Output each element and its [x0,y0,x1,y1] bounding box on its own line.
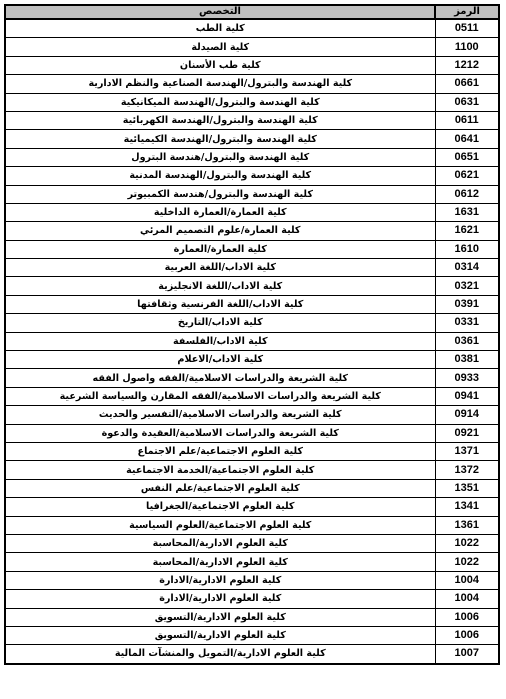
specialization-cell: كلية الاداب/اللغة الفرنسية وثقافتها [5,295,435,313]
code-cell: 1100 [435,38,499,56]
table-row [5,295,499,313]
code-cell: 0391 [435,295,499,313]
code-cell: 1022 [435,534,499,552]
code-cell: 0941 [435,387,499,405]
specialization-cell: كلية العلوم الاجتماعية/الجغرافيا [5,498,435,516]
specialization-cell: كلية الطب [5,19,435,38]
code-cell: 0611 [435,111,499,129]
specialization-cell: كلية الاداب/الفلسفة [5,332,435,350]
specialization-cell: كلية الصيدلة [5,38,435,56]
code-cell: 1004 [435,571,499,589]
code-cell: 0314 [435,259,499,277]
specialization-cell: كلية العلوم الاجتماعية/علم الاجتماع [5,442,435,460]
code-cell: 1007 [435,645,499,664]
code-cell: 0641 [435,130,499,148]
specializations-table [4,4,500,665]
table-row [5,387,499,405]
code-column-header: الرمز [435,5,499,19]
specialization-cell: كلية العلوم الادارية/الادارة [5,571,435,589]
table-row [5,406,499,424]
table-row [5,111,499,129]
specialization-cell: كلية العلوم الاجتماعية/العلوم السياسية [5,516,435,534]
table-row [5,461,499,479]
table-row [5,590,499,608]
specialization-column-header: التخصص [5,5,435,19]
specialization-cell: كلية الهندسة والبترول/الهندسة الصناعية والنظم الادارية [5,75,435,93]
table-row [5,93,499,111]
specialization-cell: كلية الهندسة والبترول/هندسة البترول [5,148,435,166]
table-row [5,534,499,552]
specialization-cell: كلية الشريعة والدراسات الاسلامية/الفقه المقارن والسياسة الشرعية [5,387,435,405]
code-cell: 0381 [435,351,499,369]
specialization-cell: كلية العمارة/العمارة [5,240,435,258]
code-cell: 1610 [435,240,499,258]
code-cell: 1006 [435,608,499,626]
code-cell: 1212 [435,56,499,74]
table-row [5,277,499,295]
specialization-cell: كلية الهندسة والبترول/الهندسة الكهربائية [5,111,435,129]
table-row [5,571,499,589]
specialization-cell: كلية الاداب/الاعلام [5,351,435,369]
specialization-cell: كلية العمارة/علوم التصميم المرئي [5,222,435,240]
specialization-cell: كلية الشريعة والدراسات الاسلامية/التفسير والحديث [5,406,435,424]
specialization-cell: كلية العلوم الادارية/المحاسبة [5,553,435,571]
code-cell: 1372 [435,461,499,479]
specialization-cell: كلية العلوم الاجتماعية/الخدمة الاجتماعية [5,461,435,479]
table-row [5,516,499,534]
table-row [5,130,499,148]
specialization-cell: كلية العمارة/العمارة الداخلية [5,203,435,221]
table-row [5,479,499,497]
table-row [5,38,499,56]
code-cell: 1006 [435,626,499,644]
code-cell: 1004 [435,590,499,608]
table-row [5,369,499,387]
code-cell: 1371 [435,442,499,460]
specialization-cell: كلية الهندسة والبترول/هندسة الكمبيوتر [5,185,435,203]
table-row [5,56,499,74]
table-row [5,498,499,516]
specialization-cell: كلية العلوم الادارية/التمويل والمنشآت المالية [5,645,435,664]
specialization-cell: كلية الشريعة والدراسات الاسلامية/العقيدة والدعوة [5,424,435,442]
specializations-sheet [4,4,498,665]
table-row [5,424,499,442]
specialization-cell: كلية الهندسة والبترول/الهندسة الميكانيكية [5,93,435,111]
code-cell: 0321 [435,277,499,295]
specialization-cell: كلية الاداب/التاريخ [5,314,435,332]
table-body [5,19,499,664]
table-row [5,314,499,332]
table-row [5,351,499,369]
specialization-cell: كلية العلوم الادارية/التسويق [5,626,435,644]
table-row [5,19,499,38]
table-row [5,645,499,664]
code-cell: 0331 [435,314,499,332]
specialization-cell: كلية طب الأسنان [5,56,435,74]
code-cell: 1341 [435,498,499,516]
table-header-row [5,5,499,19]
code-cell: 0651 [435,148,499,166]
code-cell: 0914 [435,406,499,424]
code-cell: 0361 [435,332,499,350]
table-row [5,185,499,203]
table-row [5,608,499,626]
code-cell: 0511 [435,19,499,38]
code-cell: 0933 [435,369,499,387]
specialization-cell: كلية العلوم الادارية/المحاسبة [5,534,435,552]
table-row [5,626,499,644]
code-cell: 1022 [435,553,499,571]
specialization-cell: كلية الشريعة والدراسات الاسلامية/الفقه واصول الفقه [5,369,435,387]
specialization-cell: كلية الاداب/اللغة العربية [5,259,435,277]
table-row [5,222,499,240]
specialization-cell: كلية العلوم الاجتماعية/علم النفس [5,479,435,497]
code-cell: 0631 [435,93,499,111]
code-cell: 1631 [435,203,499,221]
table-row [5,553,499,571]
specialization-cell: كلية الهندسة والبترول/الهندسة المدنية [5,167,435,185]
code-cell: 1621 [435,222,499,240]
table-row [5,167,499,185]
code-cell: 0621 [435,167,499,185]
code-cell: 1351 [435,479,499,497]
specialization-cell: كلية العلوم الادارية/التسويق [5,608,435,626]
table-row [5,75,499,93]
code-cell: 0661 [435,75,499,93]
table-row [5,259,499,277]
table-row [5,240,499,258]
specialization-cell: كلية الاداب/اللغة الانجليزية [5,277,435,295]
specialization-cell: كلية العلوم الادارية/الادارة [5,590,435,608]
code-cell: 0921 [435,424,499,442]
table-row [5,332,499,350]
code-cell: 0612 [435,185,499,203]
specialization-cell: كلية الهندسة والبترول/الهندسة الكيميائية [5,130,435,148]
table-row [5,203,499,221]
table-row [5,442,499,460]
table-row [5,148,499,166]
code-cell: 1361 [435,516,499,534]
